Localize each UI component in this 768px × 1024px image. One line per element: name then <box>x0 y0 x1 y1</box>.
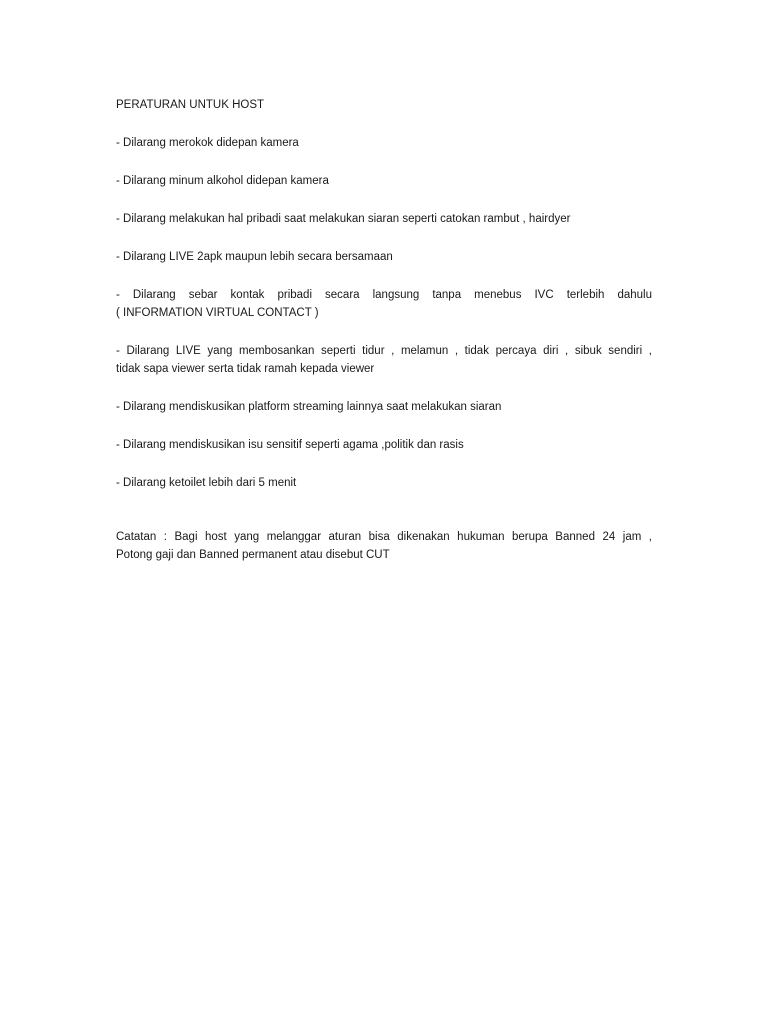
rule-text: - Dilarang ketoilet lebih dari 5 menit <box>116 477 297 489</box>
note-text: Catatan : Bagi host yang melanggar aturan bisa dikenakan hukuman berupa Banned 24 jam , <box>116 531 652 543</box>
rule-text: - Dilarang LIVE yang membosankan seperti tidur , melamun , tidak percaya diri , sibuk sendiri , <box>116 345 652 357</box>
rule-list <box>116 134 652 492</box>
rule-text: - Dilarang minum alkohol didepan kamera <box>116 175 329 187</box>
rule-text: - Dilarang merokok didepan kamera <box>116 137 299 149</box>
note-paragraph <box>116 528 652 564</box>
rule-text: - Dilarang LIVE 2apk maupun lebih secara bersamaan <box>116 251 393 263</box>
rule-item <box>116 286 652 322</box>
note-text-continued: Potong gaji dan Banned permanent atau disebut CUT <box>116 549 390 561</box>
rule-item <box>116 436 652 454</box>
rule-item <box>116 474 652 492</box>
rule-text: - Dilarang mendiskusikan platform streaming lainnya saat melakukan siaran <box>116 401 502 413</box>
rule-item <box>116 398 652 416</box>
rule-item <box>116 210 652 228</box>
rule-item <box>116 172 652 190</box>
rule-text-continued: tidak sapa viewer serta tidak ramah kepada viewer <box>116 363 375 375</box>
rule-text-continued: ( INFORMATION VIRTUAL CONTACT ) <box>116 307 319 319</box>
document-body <box>116 96 652 564</box>
rule-item <box>116 134 652 152</box>
rule-text: - Dilarang melakukan hal pribadi saat melakukan siaran seperti catokan rambut , hairdyer <box>116 213 571 225</box>
rule-item <box>116 342 652 378</box>
rule-item <box>116 248 652 266</box>
document-title: PERATURAN UNTUK HOST <box>116 99 265 111</box>
rule-text: - Dilarang mendiskusikan isu sensitif seperti agama ,politik dan rasis <box>116 439 464 451</box>
rule-text: - Dilarang sebar kontak pribadi secara langsung tanpa menebus IVC terlebih dahulu <box>116 289 652 301</box>
